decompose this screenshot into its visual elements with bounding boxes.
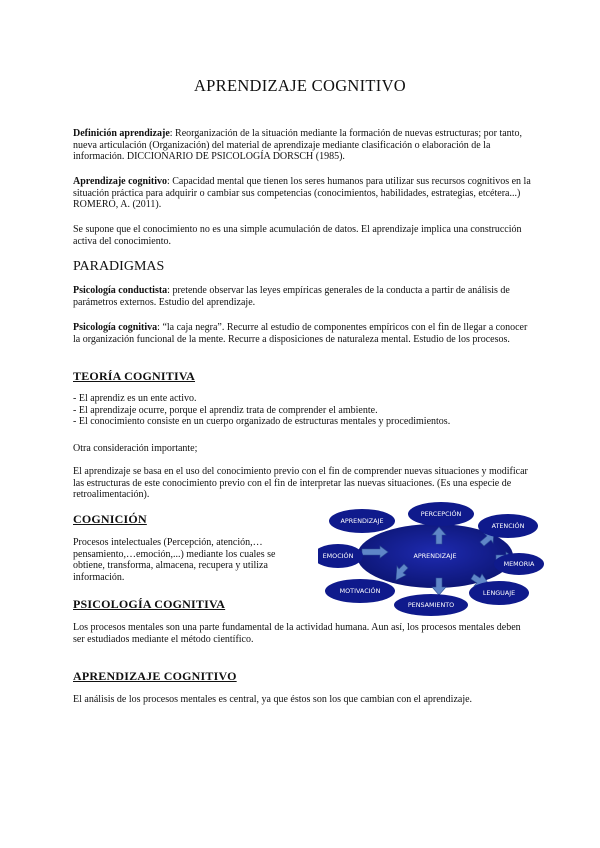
heading-aprendizaje-cognitivo: APRENDIZAJE COGNITIVO [73,669,237,683]
list-item: - El conocimiento consiste en un cuerpo organizado de estructuras mentales y procedimientos. [73,416,451,428]
node-label: APRENDIZAJE [340,517,384,525]
heading-teoria-cognitiva: TEORÍA COGNITIVA [73,369,196,383]
paragraph-supone: Se supone que el conocimiento no es una simple acumulación de datos. El aprendizaje implica una construcción activa del conocimiento. [73,224,522,247]
paragraph-conductista [73,285,533,308]
heading-paradigmas: PARADIGMAS [73,259,165,274]
page-title: APRENDIZAJE COGNITIVO [193,76,407,95]
paragraph-basa: El aprendizaje se basa en el uso del conocimiento previo con el fin de comprender nuevas situaciones y modificar las estructuras de este conocimiento previo con el fin de interpretar las nuevas situaciones. (Es una especie de retroalimentación). [73,466,528,501]
paragraph-text: Los procesos mentales son una parte fundamental de la actividad humana. Aun así, los procesos mentales deben ser estudiados mediante el método científico. [73,622,521,645]
paragraph-otra: Otra consideración importante; [73,443,198,454]
heading-cognicion: COGNICIÓN [73,512,147,526]
term: Definición aprendizaje [73,128,170,139]
teoria-list [73,393,533,428]
node-label: ATENCIÓN [491,522,525,530]
cognitive-processes-diagram [318,500,544,616]
paragraph-text: : pretende observar las leyes empíricas generales de la conducta a partir de análisis de parámetros externos. Estudio del aprendizaje. [73,285,510,308]
term: Psicología conductista [73,285,168,296]
paragraph-text: : “la caja negra”. Recurre al estudio de componentes empíricos con el fin de llegar a conocer la organización funcional de la mente. Recurre a disposiciones de naturaleza mental. Estudio de los procesos. [73,322,528,345]
node-label: EMOCIÓN [322,552,354,560]
paragraph-aprendizaje-cognitivo: El análisis de los procesos mentales es central, ya que éstos son los que cambian con el aprendizaje. [73,694,473,705]
center-label: APRENDIZAJE [413,552,457,560]
node-label: MOTIVACIÓN [339,587,381,595]
node-label: LENGUAJE [482,589,516,597]
definition-aprendizaje-cognitivo [73,176,533,211]
definition-text: : Capacidad mental que tienen los seres humanos para utilizar sus recursos cognitivos en la situación práctica para adquirir o cambiar sus competencias (conocimientos, habilidades, estrategias, etcétera...) ROMERO, A. (2011). [73,176,531,211]
term: Aprendizaje cognitivo [73,176,167,187]
node-label: PENSAMIENTO [407,601,455,609]
list-item: - El aprendizaje ocurre, porque el aprendiz trata de comprender el ambiente. [73,404,378,416]
node-label: PERCEPCIÓN [420,510,462,518]
definition-text: : Reorganización de la situación mediante la formación de nuevas estructuras; por tanto, nueva articulación (Organización) del material de aprendizaje mediante clasificación o elaboración de la información. DICCIONARIO DE PSICOLOGÍA DORSCH (1985). [73,128,522,163]
paragraph-cognitiva [73,322,533,345]
paragraph-cognicion: Procesos intelectuales (Percepción, atención,… pensamiento,…emoción,...) mediante los cuales se obtiene, transforma, almacena, recupera y utiliza información. [73,537,276,583]
list-item: - El aprendiz es un ente activo. [73,393,197,404]
definition-aprendizaje [73,128,533,163]
paragraph-psicologia [73,622,533,645]
term: Psicología cognitiva [73,322,158,333]
node-label: MEMORIA [503,560,535,568]
heading-psicologia-cognitiva: PSICOLOGÍA COGNITIVA [73,597,226,611]
